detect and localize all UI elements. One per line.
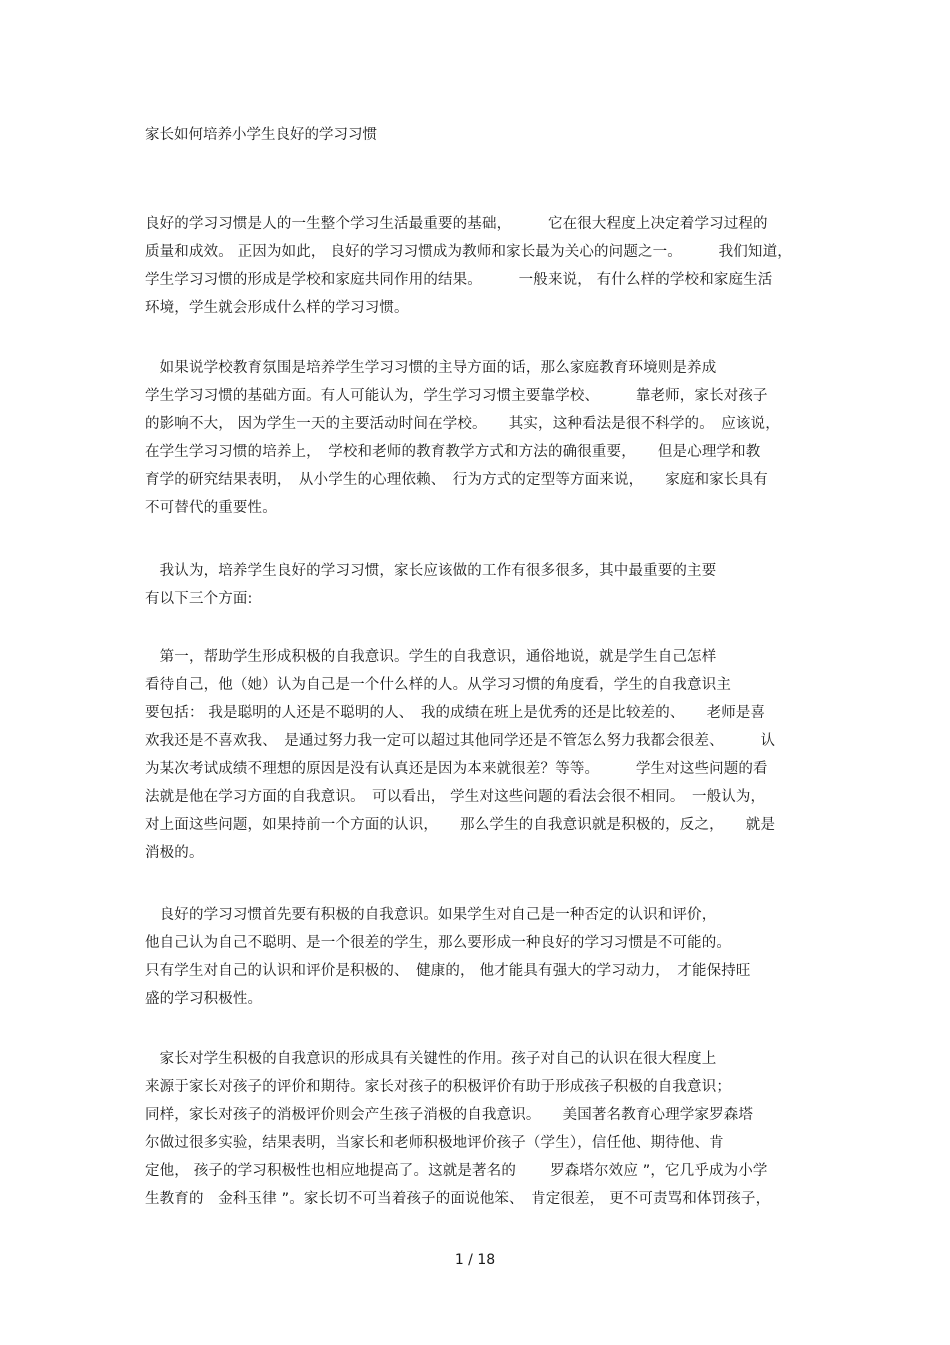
page-number: 1 / 18	[454, 1252, 496, 1268]
document-title: 家长如何培养小学生良好的学习习惯	[145, 127, 377, 143]
paragraph-line: 为某次考试成绩不理想的原因是没有认真还是因为本来就很差？等等。 学生对这些问题的看	[145, 761, 768, 777]
paragraph-line: 学生学习习惯的基础方面。有人可能认为，学生学习习惯主要靠学校、 靠老师，家长对孩子	[145, 388, 768, 404]
paragraph-line: 环境，学生就会形成什么样的学习习惯。	[145, 300, 409, 316]
paragraph-line: 学生学习习惯的形成是学校和家庭共同作用的结果。 一般来说， 有什么样的学校和家庭生活	[145, 272, 773, 288]
paragraph-line: 尔做过很多实验，结果表明，当家长和老师积极地评价孩子（学生），信任他、期待他、肯	[145, 1135, 724, 1151]
paragraph-line: 消极的。	[145, 845, 204, 861]
paragraph-line: 他自己认为自己不聪明、是一个很差的学生，那么要形成一种良好的学习习惯是不可能的。	[145, 935, 731, 951]
paragraph-2	[145, 354, 815, 522]
paragraph-line: 的影响不大， 因为学生一天的主要活动时间在学校。 其实，这种看法是很不科学的。 应该说，	[145, 416, 780, 432]
paragraph-line: 法就是他在学习方面的自我意识。 可以看出， 学生对这些问题的看法会很不相同。 一般认为，	[145, 789, 766, 805]
paragraph-line: 同样，家长对孩子的消极评价则会产生孩子消极的自我意识。 美国著名教育心理学家罗森塔	[145, 1107, 754, 1123]
paragraph-line: 良好的学习习惯是人的一生整个学习生活最重要的基础， 它在很大程度上决定着学习过程的	[145, 216, 768, 232]
paragraph-line: 育学的研究结果表明， 从小学生的心理依赖、 行为方式的定型等方面来说， 家庭和家长具有	[145, 472, 768, 488]
paragraph-line: 不可替代的重要性。	[145, 500, 277, 516]
paragraph-5	[145, 901, 815, 1013]
paragraph-line: 只有学生对自己的认识和评价是积极的、 健康的， 他才能具有强大的学习动力， 才能保持旺	[145, 963, 751, 979]
paragraph-6	[145, 1045, 815, 1213]
paragraph-line: 家长对学生积极的自我意识的形成具有关键性的作用。孩子对自己的认识在很大程度上	[145, 1051, 717, 1067]
paragraph-line: 定他， 孩子的学习积极性也相应地提高了。这就是著名的 罗森塔尔效应 ”，它几乎成为小学	[145, 1163, 768, 1179]
paragraph-1	[145, 210, 815, 322]
paragraph-line: 有以下三个方面:	[145, 591, 253, 607]
paragraph-line: 盛的学习积极性。	[145, 991, 263, 1007]
paragraph-line: 在学生学习习惯的培养上， 学校和老师的教育教学方式和方法的确很重要， 但是心理学和教	[145, 444, 761, 460]
paragraph-line: 对上面这些问题，如果持前一个方面的认识， 那么学生的自我意识就是积极的，反之， 就是	[145, 817, 776, 833]
paragraph-line: 欢我还是不喜欢我、 是通过努力我一定可以超过其他同学还是不管怎么努力我都会很差、 认	[145, 733, 776, 749]
paragraph-line: 要包括： 我是聪明的人还是不聪明的人、 我的成绩在班上是优秀的还是比较差的、 老师是喜	[145, 705, 766, 721]
paragraph-line: 看待自己，他（她）认为自己是一个什么样的人。从学习习惯的角度看，学生的自我意识主	[145, 677, 731, 693]
paragraph-line: 生教育的 金科玉律 ”。家长切不可当着孩子的面说他笨、 肯定很差， 更不可责骂和体罚孩子，	[145, 1191, 771, 1207]
paragraph-line: 如果说学校教育氛围是培养学生学习习惯的主导方面的话，那么家庭教育环境则是养成	[145, 360, 717, 376]
paragraph-line: 良好的学习习惯首先要有积极的自我意识。如果学生对自己是一种否定的认识和评价，	[145, 907, 717, 923]
paragraph-3	[145, 557, 815, 613]
paragraph-line: 质量和成效。 正因为如此， 良好的学习习惯成为教师和家长最为关心的问题之一。 我们知道，	[145, 244, 792, 260]
paragraph-4	[145, 643, 815, 867]
paragraph-line: 我认为，培养学生良好的学习习惯，家长应该做的工作有很多很多，其中最重要的主要	[145, 563, 717, 579]
paragraph-line: 来源于家长对孩子的评价和期待。家长对孩子的积极评价有助于形成孩子积极的自我意识；	[145, 1079, 731, 1095]
paragraph-line: 第一，帮助学生形成积极的自我意识。学生的自我意识，通俗地说，就是学生自己怎样	[145, 649, 717, 665]
